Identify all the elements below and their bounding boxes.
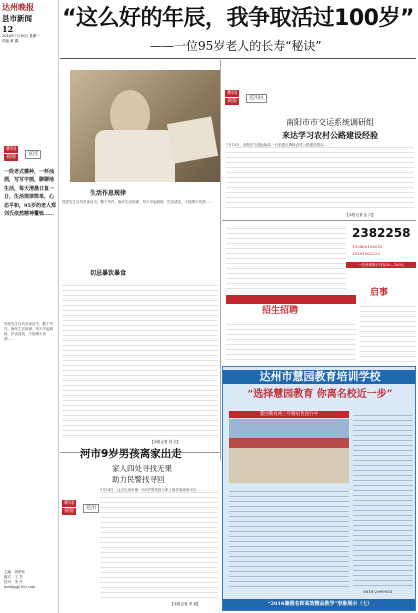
ad-banner: 慧园教育初三年级培优进行中	[229, 411, 349, 418]
center-article-body	[226, 143, 414, 211]
recruit-header	[226, 295, 356, 304]
section-name: 县市新闻	[2, 14, 32, 23]
classified-line-1: 135480106555	[352, 244, 383, 249]
newspaper-logo: 达州晚报	[2, 2, 34, 12]
center-article-text: 7月15日，南阳市交通运输局一行来我区调研农村公路建设情况……	[226, 143, 331, 147]
missing-boy-title: 河市9岁男孩离家出走	[80, 448, 182, 460]
credit-design: 版式：王 芳	[4, 575, 23, 579]
center-subtitle: 来达学习农村公路建设经验	[282, 130, 378, 140]
headline-subtitle: ——一位95岁老人的长寿“秘诀”	[150, 39, 322, 53]
recruit-body	[226, 320, 356, 360]
column-tag-county: 宣汉	[25, 150, 41, 159]
recruit-title: 招生招聘	[262, 306, 299, 316]
classified-line-2: 15281062222	[352, 251, 380, 256]
notice-body	[360, 302, 416, 362]
main-article-text: 郑老先生自幼苦读诗书，勤于劳作，晚年生活规律，每天早起晨练，饮食清淡，不抽烟少饮酒……	[62, 200, 213, 204]
classified-phone: 2382258	[352, 226, 411, 240]
elder-portrait-photo	[70, 70, 220, 182]
page-editor: 责编 黄 鑫	[2, 39, 19, 43]
center-tag-window: 视窗	[227, 98, 238, 104]
main-article-body-1	[62, 200, 218, 266]
headline: “这么好的年辰，我争取活过100岁”	[62, 6, 414, 31]
missing-boy-body	[100, 488, 218, 600]
ad-phone: 0818-2999933	[363, 589, 393, 594]
missing-boy-byline: 【本报记者 李 娟】	[170, 602, 201, 606]
center-title: 南阳市市交运系统调研组	[286, 118, 374, 127]
bl-tag-window: 视窗	[64, 508, 75, 514]
missing-boy-sub2: 助力民警找寻回	[112, 475, 165, 484]
missing-boy-sub1: 家人四处寻找无果	[112, 464, 172, 473]
subheading-diet: 切忌暴饮暴食	[90, 270, 127, 277]
ad-slogan: “选择慧园教育 你离名校近一步”	[247, 389, 393, 400]
missing-boy-text: 7月14日，达川区河市镇一名9岁男孩因与家人闹矛盾离家出走……	[100, 488, 204, 492]
credit-check: 校对：李 丹	[4, 580, 23, 584]
education-ad	[222, 366, 416, 611]
masthead	[2, 2, 54, 54]
sidebar-body	[4, 322, 56, 442]
ad-side-text	[353, 411, 413, 587]
column-tag-news: 新闻	[6, 146, 17, 152]
main-article-body-2	[62, 281, 218, 437]
credits	[4, 570, 56, 590]
classroom-photo	[229, 419, 349, 483]
credit-email: dzwbjq@163.com	[4, 585, 36, 589]
main-article-byline: 【本报记者 刘 宗】	[150, 440, 181, 444]
credit-editor: 主编：胡利民	[4, 570, 25, 574]
center-tag-news: 新闻	[227, 90, 238, 96]
sidebar-filler: 郑老先生自幼苦读诗书，勤于劳作，晚年生活规律，每天早起晨练，饮食清淡，不抽烟少饮酒……	[4, 322, 53, 341]
ad-footer: “2016暑假名师高效精品教学”形象展示（七）	[223, 599, 416, 610]
column-tag-window: 视窗	[6, 154, 17, 160]
classified-left-text	[226, 224, 346, 292]
bl-tag-news: 新闻	[64, 500, 75, 506]
ad-body-text	[229, 487, 349, 587]
center-byline: 【本报记者 达 川】	[345, 213, 376, 217]
page-number: 12	[2, 24, 14, 34]
subheading-routine: 生活作息规律	[90, 190, 127, 197]
notice-title: 启事	[370, 288, 389, 298]
classified-notice: 一经发现即行刊登30—100元	[346, 262, 416, 268]
ad-school-name: 达州市慧园教育培训学校	[223, 370, 416, 384]
sidebar-intro: 一段老式播种，一杯浊酒，写写字画，聊聊地生活，每天清晨日复一日，生活规律简单，心态平和，95岁的老人郑刘氏依然精神矍铄……	[4, 169, 56, 218]
bl-tag-district: 达川	[83, 504, 99, 513]
issue-date: 2016年7月18日 星期一	[2, 34, 40, 38]
center-tag-district: 达川区	[246, 94, 267, 103]
